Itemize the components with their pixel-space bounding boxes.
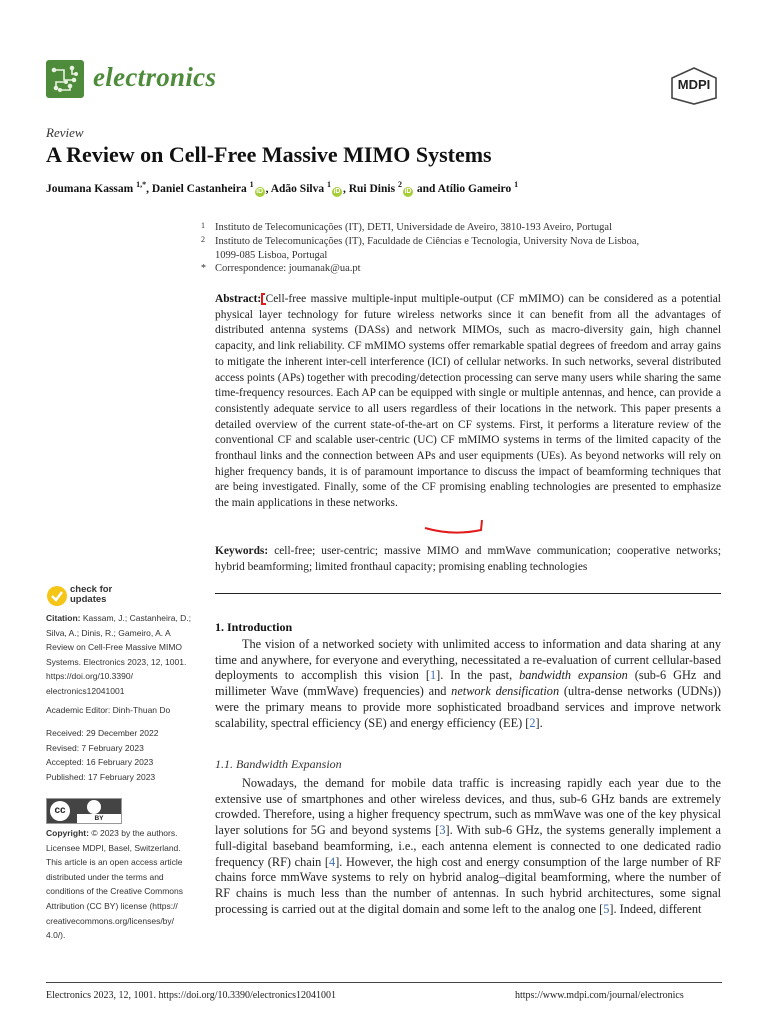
citation-link[interactable]: 2 xyxy=(529,715,536,730)
check-for-updates-icon[interactable] xyxy=(46,585,68,607)
author-separator: , xyxy=(265,182,271,195)
divider xyxy=(215,593,721,594)
affiliation-2 xyxy=(201,235,715,263)
check-for-updates[interactable] xyxy=(70,585,112,605)
affiliation-1 xyxy=(201,221,715,235)
revised-date: Revised: 7 February 2023 xyxy=(46,742,144,753)
cc-icon: cc xyxy=(50,801,70,821)
author-name[interactable]: Adão Silva xyxy=(270,182,327,195)
author-affiliation-sup: 1,* xyxy=(136,180,147,189)
keywords xyxy=(215,544,721,575)
dates-block xyxy=(46,726,196,784)
publisher-name: MDPI xyxy=(677,77,711,92)
footer-journal-url[interactable]: https://www.mdpi.com/journal/electronics xyxy=(515,990,684,1001)
keywords-label: Keywords: xyxy=(215,545,269,557)
circuit-icon xyxy=(46,60,84,98)
paragraph-text: (sub-6 GHz and millimeter Wave (mmWave) frequencies) and xyxy=(215,668,721,699)
copyright-label: Copyright: xyxy=(46,828,89,838)
author-affiliation-sup: 1 xyxy=(326,180,331,189)
person-icon xyxy=(87,800,101,814)
author-name[interactable]: Atílio Gameiro xyxy=(437,182,515,195)
emphasis-text: network densification xyxy=(451,684,560,699)
footer-divider xyxy=(46,982,722,983)
paragraph-text: ]. However, the high cost and energy consumption of the large number of RF chains force mmWave systems to rely on hybrid analog–digital beamforming, where the number of RF chains is much less than the number of antennas. In such hybrid architectures, some signal processing is carried out at the digital domain and some left to the analog one [ xyxy=(215,854,721,916)
correspondence xyxy=(201,262,715,276)
citation-link[interactable]: 1 xyxy=(429,668,437,683)
bandwidth-paragraph xyxy=(215,776,721,917)
abstract-text: Cell-free massive multiple-input multiple-output (CF mMIMO) can be considered as a potential physical layer technology for future wireless networks since it can benefit from all the advantages of distributed antenna systems (DASs) and network MIMOs, such as macro-diversity gain, high channel capacity, and link reliability. CF mMIMO systems offer remarkable spatial degrees of freedom and array gains to mitigate the inherent inter-cell interference (ICI) of cellular networks. In such networks, several distributed access points (APs) together with precoding/detection processing can serve many users while sharing the same time-frequency resources. Each AP can be equipped with single or multiple antennas, and hence, can provide a consistently adequate service to all users regardless of their locations in the network. This paper presents a detailed overview of the current state-of-the-art on CF systems. First, it performs a literature review of the conventional CF and scalable user-centric (UC) CF mMIMO systems in terms of the limited capacity of the fronthaul links and the connection between APs and user equipments (UEs). As beyond networks will rely on higher frequency bands, it is of paramount importance to discuss the impact of beamforming techniques that are being investigated. Finally, some of the CF promising enabling technologies are presented to emphasize the main applications in these networks. xyxy=(215,293,721,510)
copyright-line: 4.0/). xyxy=(46,930,66,941)
academic-editor: Academic Editor: Dinh-Thuan Do xyxy=(46,705,171,715)
accepted-date: Accepted: 16 February 2023 xyxy=(46,757,154,768)
copyright-line: distributed under the terms and xyxy=(46,871,164,882)
author-name[interactable]: Joumana Kassam xyxy=(46,182,137,195)
emphasis-text: bandwidth expansion xyxy=(519,668,628,683)
red-pen-annotation xyxy=(213,290,723,550)
abstract-label: Abstract: xyxy=(215,293,262,305)
paragraph-text: ]. In the past, xyxy=(436,668,520,683)
author-affiliation-sup: 1 xyxy=(249,180,254,189)
affiliation-number: 1 xyxy=(201,221,205,230)
citation-line: Silva, A.; Dinis, R.; Gameiro, A. A xyxy=(46,627,171,638)
citation-line: Systems. Electronics 2023, 12, 1001. xyxy=(46,656,187,667)
affiliation-text: Instituto de Telecomunicações (IT), DETI, Universidade de Aveiro, 3810-193 Aveiro, Portugal xyxy=(215,222,612,233)
license-link[interactable]: creativecommons.org/licenses/by/ xyxy=(46,915,175,926)
paragraph-text: ]. With sub-6 GHz, the systems generally implement a full-digital baseband beamforming, i.e., each antenna element is connected to one dedicated radio frequency (RF) chain [ xyxy=(215,823,721,869)
cc-by-license-badge[interactable] xyxy=(46,798,122,824)
author-separator: , xyxy=(342,182,349,195)
author-affiliation-sup: 1 xyxy=(514,180,519,189)
affiliation-text: Instituto de Telecomunicações (IT), Faculdade de Ciências e Tecnologia, University Nova de Lisboa, xyxy=(215,236,640,247)
doi-link[interactable]: https://doi.org/10.3390/ xyxy=(46,671,133,682)
journal-logo xyxy=(46,60,84,98)
subsection-heading: 1.1. Bandwidth Expansion xyxy=(215,757,342,771)
author-affiliation-sup: 2 xyxy=(397,180,402,189)
article-type: Review xyxy=(46,125,84,140)
affiliation-number: 2 xyxy=(201,235,205,244)
paragraph-text: The vision of a networked society with unlimited access to information and data sharing at any time and anywhere, for everyone and everything, necessitated a re-evaluation of current cellular-based deployments to accomplish this vision [ xyxy=(215,637,721,683)
check-for-updates-line1: check for xyxy=(70,584,113,595)
orcid-icon[interactable]: iD xyxy=(404,187,412,195)
author-separator: , xyxy=(146,182,152,195)
orcid-icon[interactable]: iD xyxy=(256,187,264,195)
paragraph-text: Nowadays, the demand for mobile data traffic is increasing rapidly each year due to the extensive use of smartphones and other wireless devices, and thus, sub-6 GHz bands are extremely crowded. Therefore, using a higher frequency spectrum, such as mmWave was one of the key physical layer solutions for 5G and beyond systems [ xyxy=(215,776,721,838)
journal-name[interactable]: electronics xyxy=(93,62,217,92)
copyright-line: © 2023 by the authors. xyxy=(91,828,178,838)
citation-line: Review on Cell-Free Massive MIMO xyxy=(46,642,183,653)
received-date: Received: 29 December 2022 xyxy=(46,728,159,738)
author-name[interactable]: Rui Dinis xyxy=(348,182,398,195)
keywords-text: cell-free; user-centric; massive MIMO and mmWave communication; cooperative networks; hybrid beamforming; limited fronthaul capacity; promising enabling technologies xyxy=(215,545,721,573)
author-list xyxy=(46,180,518,197)
by-label: BY xyxy=(77,814,121,823)
copyright-block xyxy=(46,826,196,943)
citation-line: Kassam, J.; Castanheira, D.; xyxy=(82,613,192,623)
article-title: A Review on Cell-Free Massive MIMO Systems xyxy=(46,142,492,167)
affiliation-number: * xyxy=(201,263,206,274)
citation-block xyxy=(46,611,196,699)
copyright-line: Attribution (CC BY) license (https:// xyxy=(46,900,178,911)
citation-link[interactable]: 5 xyxy=(603,901,610,916)
intro-paragraph xyxy=(215,637,721,731)
published-date: Published: 17 February 2023 xyxy=(46,771,156,782)
check-for-updates-line2: updates xyxy=(70,594,107,605)
correspondence-text[interactable]: Correspondence: joumanak@ua.pt xyxy=(215,263,361,274)
copyright-line: Licensee MDPI, Basel, Switzerland. xyxy=(46,842,181,853)
doi-link[interactable]: electronics12041001 xyxy=(46,685,125,696)
affiliation-text: 1099-085 Lisboa, Portugal xyxy=(215,250,328,261)
section-heading: 1. Introduction xyxy=(215,620,293,634)
author-name[interactable]: Daniel Castanheira xyxy=(151,182,250,195)
copyright-line: conditions of the Creative Commons xyxy=(46,886,184,897)
citation-link[interactable]: 4 xyxy=(329,854,336,869)
orcid-icon[interactable]: iD xyxy=(333,187,341,195)
copyright-line: This article is an open access article xyxy=(46,857,183,868)
paragraph-text: ]. xyxy=(535,715,543,730)
paragraph-text: ]. Indeed, different xyxy=(609,901,702,916)
paragraph-text: (ultra-dense networks (UDNs)) were the primary means to provide more sophisticated broadband services and improve network scalability, spectral efficiency (SE) and energy efficiency (EE) [ xyxy=(215,684,721,730)
footer-citation[interactable]: Electronics 2023, 12, 1001. https://doi.org/10.3390/electronics12041001 xyxy=(46,990,337,1001)
citation-link[interactable]: 3 xyxy=(439,823,446,838)
citation-label: Citation: xyxy=(46,613,81,623)
author-separator: and xyxy=(413,182,438,195)
